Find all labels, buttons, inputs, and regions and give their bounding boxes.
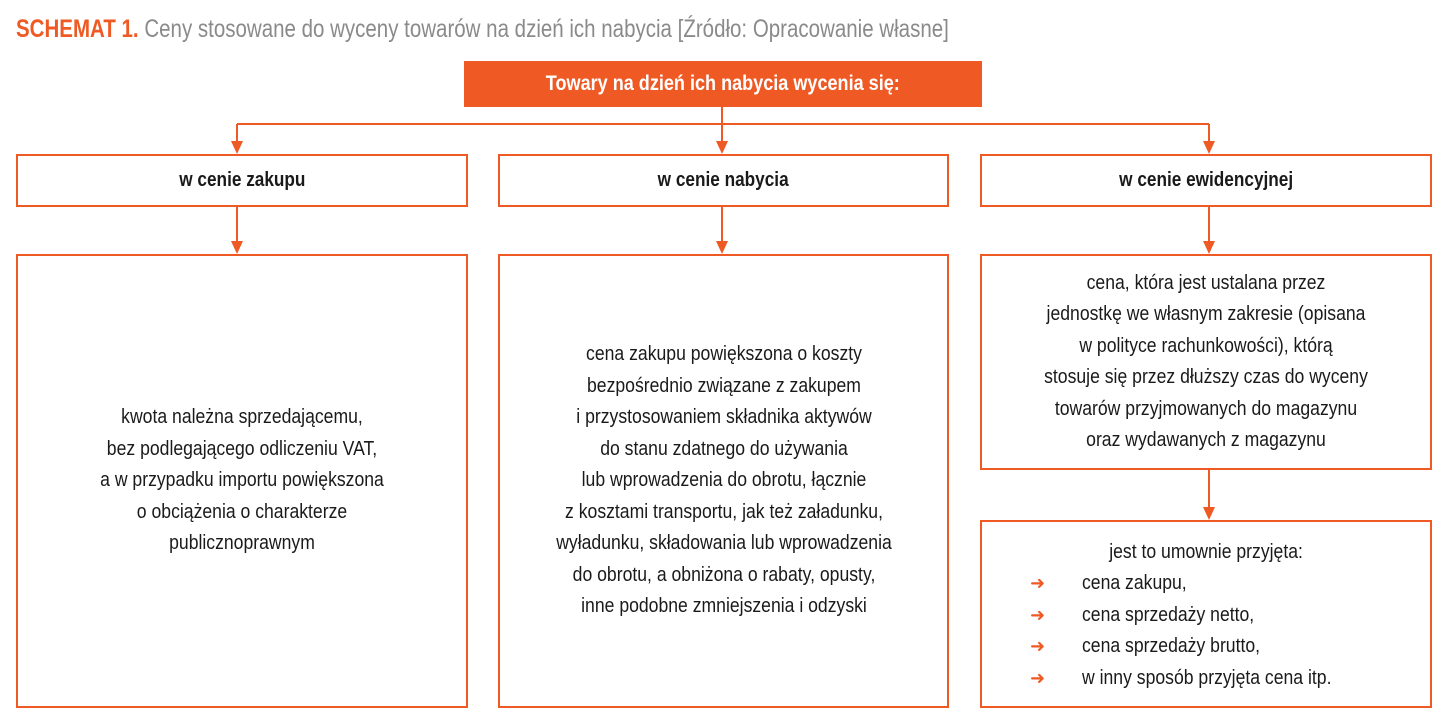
column-header-record-price bbox=[980, 154, 1432, 207]
list-item bbox=[1030, 631, 1366, 663]
definition-line: lub wprowadzenia do obrotu, łącznie bbox=[581, 469, 866, 492]
definition-line: jednostkę we własnym zakresie (opisana bbox=[1046, 303, 1366, 325]
caption-label: SCHEMAT 1. bbox=[16, 15, 139, 43]
definition-purchase-price bbox=[16, 254, 468, 708]
column-header-purchase-price bbox=[16, 154, 468, 207]
definition-record-price bbox=[980, 254, 1432, 470]
definition-acquisition-price bbox=[498, 254, 949, 708]
list-item-text: cena zakupu, bbox=[1082, 572, 1187, 594]
definition-line: cena zakupu powiększona o koszty bbox=[585, 343, 862, 366]
right-arrow-icon: ➜ bbox=[1030, 573, 1046, 593]
arrowhead-icon bbox=[1203, 241, 1215, 254]
definition-line: a w przypadku importu powiększona bbox=[100, 469, 384, 492]
definition-line: bez podlegającego odliczeniu VAT, bbox=[106, 437, 378, 460]
arrowhead-icon bbox=[231, 241, 243, 254]
definition-line: kwota należna sprzedającemu, bbox=[121, 406, 363, 429]
definition-line: cena, która jest ustalana przez bbox=[1086, 271, 1326, 294]
definition-line: bezpośrednio związane z zakupem bbox=[586, 374, 861, 397]
options-title-text: jest to umownie przyjęta: bbox=[1109, 541, 1303, 563]
definition-line: inne podobne zmniejszenia i odzyski bbox=[580, 595, 867, 618]
options-list bbox=[1030, 568, 1366, 694]
right-arrow-icon: ➜ bbox=[1030, 667, 1046, 688]
column-header-acquisition-price bbox=[498, 154, 949, 207]
root-node bbox=[464, 61, 982, 107]
definition-line: stosuje się przez dłuższy czas do wyceny bbox=[1044, 366, 1368, 388]
options-title bbox=[982, 537, 1430, 569]
definition-line: i przystosowaniem składnika aktywów bbox=[575, 406, 872, 429]
definition-line: z kosztami transportu, jak też załadunku, bbox=[564, 500, 883, 523]
column-header-label: w cenie zakupu bbox=[178, 169, 306, 191]
definition-line: o obciążenia o charakterze bbox=[136, 500, 348, 523]
arrowhead-icon bbox=[1203, 141, 1215, 154]
column-header-label: w cenie ewidencyjnej bbox=[1119, 169, 1293, 191]
definition-line: oraz wydawanych z magazynu bbox=[1086, 429, 1326, 451]
definition-line: w polityce rachunkowości), którą bbox=[1079, 334, 1333, 357]
list-item-text: w inny sposób przyjęta cena itp. bbox=[1082, 666, 1332, 689]
definition-line: publicznoprawnym bbox=[169, 532, 315, 555]
definition-line: towarów przyjmowanych do magazynu bbox=[1054, 397, 1358, 420]
list-item-text: cena sprzedaży netto, bbox=[1082, 603, 1255, 626]
list-item bbox=[1030, 600, 1366, 632]
list-item bbox=[1030, 568, 1366, 600]
arrowhead-icon bbox=[716, 241, 728, 254]
root-title: Towary na dzień ich nabycia wycenia się: bbox=[546, 72, 900, 95]
caption-text: Ceny stosowane do wyceny towarów na dzień ich nabycia [Źródło: Opracowanie własne] bbox=[144, 15, 949, 43]
definition-line: do stanu zdatnego do używania bbox=[599, 437, 848, 460]
column-header-label: w cenie nabycia bbox=[658, 169, 789, 191]
definition-line: wyładunku, składowania lub wprowadzenia bbox=[555, 532, 892, 555]
arrowhead-icon bbox=[231, 141, 243, 154]
right-arrow-icon: ➜ bbox=[1030, 636, 1046, 656]
record-price-options bbox=[980, 520, 1432, 708]
list-item bbox=[1030, 663, 1366, 695]
arrowhead-icon bbox=[716, 141, 728, 154]
list-item-text: cena sprzedaży brutto, bbox=[1082, 635, 1261, 657]
arrowhead-icon bbox=[1203, 507, 1215, 520]
right-arrow-icon: ➜ bbox=[1030, 604, 1046, 625]
definition-line: do obrotu, a obniżona o rabaty, opusty, bbox=[572, 563, 875, 586]
